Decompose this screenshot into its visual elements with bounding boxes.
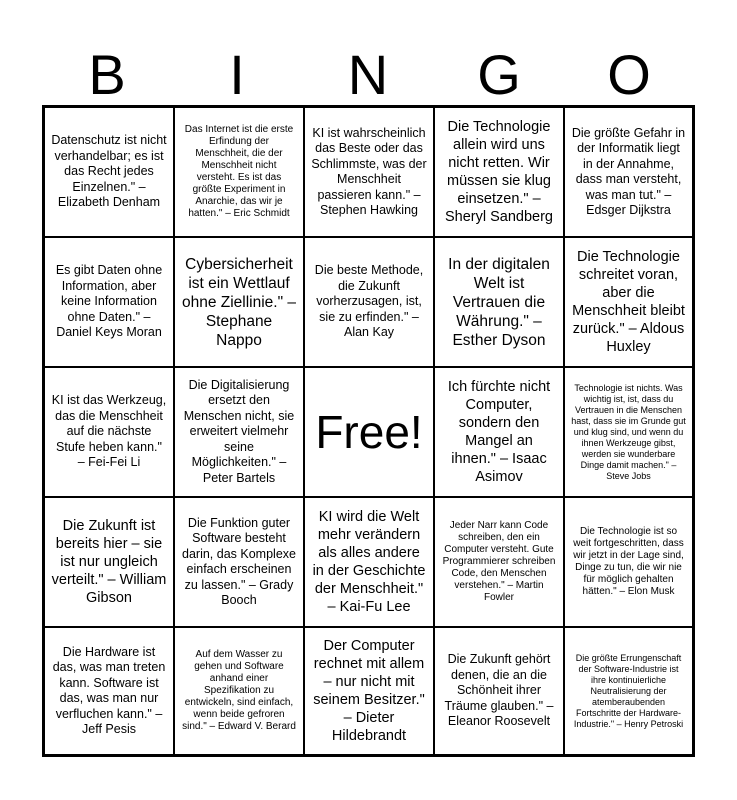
- bingo-cell[interactable]: Die Hardware ist das, was man treten kann. Software ist das, was man nur verfluchen kann." – Jeff Pesis: [52, 644, 166, 736]
- bingo-cell[interactable]: KI wird die Welt mehr verändern als alles andere in der Geschichte der Menschheit." – Kai-Fu Lee: [312, 509, 426, 615]
- bingo-cell[interactable]: Die größte Errungenschaft der Software-Industrie ist ihre kontinuierliche Neutralisierung der atemberaubenden Fortschritte der Hardware-Industrie." – Henry Petroski: [573, 652, 684, 729]
- bingo-cell[interactable]: Jeder Narr kann Code schreiben, den ein Computer versteht. Gute Programmierer schreiben Code, den Menschen verstehen." – Martin Fowler: [442, 520, 556, 603]
- header-letter-g: G: [477, 43, 521, 106]
- bingo-cell[interactable]: Datenschutz ist nicht verhandelbar; es ist das Recht jedes Einzelnen." – Elizabeth Denham: [51, 133, 167, 210]
- bingo-cell[interactable]: Es gibt Daten ohne Information, aber keine Information ohne Daten." – Daniel Keys Moran: [55, 263, 163, 340]
- bingo-cell[interactable]: Die größte Gefahr in der Informatik liegt in der Annahme, dass man versteht, was man tut." – Edsger Dijkstra: [571, 125, 686, 217]
- bingo-cell[interactable]: Die Funktion guter Software besteht darin, das Komplexe einfach erscheinen zu lassen." – Grady Booch: [182, 515, 296, 607]
- bingo-cell[interactable]: Die Zukunft gehört denen, die an die Schönheit ihrer Träume glauben." – Eleanor Roosevelt: [444, 652, 554, 729]
- bingo-cell[interactable]: Die Zukunft ist bereits hier – sie ist nur ungleich verteilt." – William Gibson: [51, 518, 167, 606]
- bingo-cell[interactable]: Technologie ist nichts. Was wichtig ist, ist, dass du Vertrauen in die Menschen hast, dass sie im Grunde gut und klug sind, und wenn du ihnen Werkzeuge gibst, werden sie wunderbare Dinge damit machen." – Steve Jobs: [571, 382, 686, 481]
- bingo-cell[interactable]: KI ist wahrscheinlich das Beste oder das Schlimmste, was der Menschheit passieren kann." – Stephen Hawking: [311, 125, 427, 217]
- bingo-card: [42, 105, 695, 757]
- header-letter-i: I: [229, 43, 245, 106]
- header-letter-b: B: [88, 43, 126, 106]
- header-letter-o: O: [607, 43, 651, 106]
- bingo-cell[interactable]: KI ist das Werkzeug, das die Menschheit auf die nächste Stufe heben kann." – Fei-Fei Li: [51, 393, 167, 470]
- bingo-cell[interactable]: Auf dem Wasser zu gehen und Software anhand einer Spezifikation zu entwickeln, sind einfach, wenn beide gefroren sind." – Edward V. Berard: [182, 649, 296, 732]
- bingo-cell[interactable]: Die Technologie ist so weit fortgeschritten, dass wir jetzt in der Lage sind, Dinge zu tun, die wir nie für möglich gehalten hätten." – Elon Musk: [573, 526, 684, 597]
- bingo-cell[interactable]: Die Digitalisierung ersetzt den Menschen nicht, sie erweitert vielmehr seine Möglichkeiten." – Peter Bartels: [183, 377, 295, 485]
- free-space[interactable]: Free!: [315, 406, 423, 458]
- bingo-header: [42, 40, 695, 110]
- bingo-cell[interactable]: Die beste Methode, die Zukunft vorherzusagen, ist, sie zu erfinden." – Alan Kay: [314, 263, 424, 340]
- bingo-cell[interactable]: Ich fürchte nicht Computer, sondern den Mangel an ihnen." – Isaac Asimov: [447, 379, 551, 485]
- bingo-cell[interactable]: Das Internet ist die erste Erfindung der Menschheit, die der Menschheit nicht versteht. Es ist das größte Experiment in Anarchie, das wir je hatten." – Eric Schmidt: [184, 124, 294, 219]
- bingo-cell[interactable]: Cybersicherheit ist ein Wettlauf ohne Ziellinie." – Stephane Nappo: [181, 255, 297, 349]
- bingo-cell[interactable]: Die Technologie schreitet voran, aber die Menschheit bleibt zurück." – Aldous Huxley: [572, 249, 685, 355]
- bingo-cell[interactable]: Der Computer rechnet mit allem – nur nicht mit seinem Besitzer." – Dieter Hildebrandt: [313, 638, 425, 744]
- bingo-cell[interactable]: In der digitalen Welt ist Vertrauen die Währung." – Esther Dyson: [448, 255, 550, 349]
- header-letter-n: N: [347, 43, 389, 106]
- bingo-cell[interactable]: Die Technologie allein wird uns nicht retten. Wir müssen sie klug einsetzen." – Sheryl Sandberg: [444, 119, 553, 225]
